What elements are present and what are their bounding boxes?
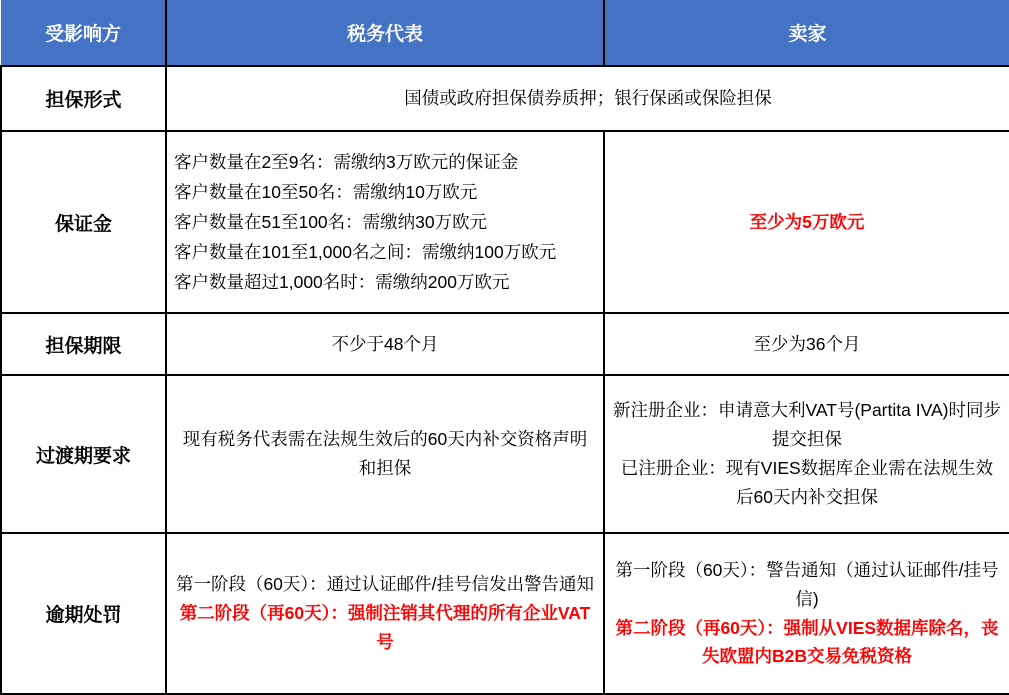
header-row [1, 0, 1009, 66]
row-overdue-penalty [1, 533, 1009, 694]
transition-seller-existing-registrants: 已注册企业：现有VIES数据库企业需在法规生效后60天内补交担保 [620, 458, 994, 507]
deposit-tier-3: 客户数量在51至100名：需缴纳30万欧元 [174, 211, 488, 232]
overdue-penalty-seller-cell [604, 533, 1009, 694]
guarantee-term-seller-cell: 至少为36个月 [604, 313, 1009, 375]
overdue-tax-rep-stage2: 第二阶段（再60天）：强制注销其代理的所有企业VAT号 [179, 603, 591, 652]
transition-seller-new-registrants: 新注册企业：申请意大利VAT号(Partita IVA)时同步提交担保 [613, 400, 1001, 450]
transition-tax-rep-cell: 现有税务代表需在法规生效后的60天内补交资格声明和担保 [166, 375, 604, 533]
deposit-tier-4: 客户数量在101至1,000名之间：需缴纳100万欧元 [174, 242, 557, 263]
overdue-penalty-label: 逾期处罚 [1, 533, 166, 694]
transition-label: 过渡期要求 [1, 375, 166, 533]
header-tax-representative: 税务代表 [166, 0, 604, 66]
guarantee-term-label: 担保期限 [1, 313, 166, 375]
overdue-tax-rep-stage1: 第一阶段（60天）：通过认证邮件/挂号信发出警告通知 [175, 574, 595, 595]
row-guarantee-term [1, 313, 1009, 375]
deposit-tier-2: 客户数量在10至50名：需缴纳10万欧元 [174, 181, 478, 202]
deposit-tier-5: 客户数量超过1,000名时：需缴纳200万欧元 [174, 272, 510, 293]
overdue-seller-stage1: 第一阶段（60天）：警告通知（通过认证邮件/挂号信) [615, 559, 999, 609]
guarantee-form-merged-cell: 国债或政府担保债券质押；银行保函或保险担保 [166, 66, 1009, 131]
row-guarantee-form [1, 66, 1009, 131]
guarantee-term-tax-rep-cell: 不少于48个月 [166, 313, 604, 375]
overdue-penalty-tax-rep-cell [166, 533, 604, 694]
overdue-seller-stage2: 第二阶段（再60天）：强制从VIES数据库除名，丧失欧盟内B2B交易免税资格 [615, 617, 999, 667]
row-transition [1, 375, 1009, 533]
guarantee-form-label: 担保形式 [1, 66, 166, 131]
deposit-seller-cell [604, 131, 1009, 313]
header-affected-party: 受影响方 [1, 0, 166, 66]
deposit-label: 保证金 [1, 131, 166, 313]
deposit-tier-1: 客户数量在2至9名：需缴纳3万欧元的保证金 [174, 151, 519, 172]
deposit-tax-rep-cell [166, 131, 604, 313]
header-seller: 卖家 [604, 0, 1009, 66]
row-deposit [1, 131, 1009, 313]
deposit-seller-amount: 至少为5万欧元 [749, 211, 865, 232]
transition-seller-cell [604, 375, 1009, 533]
